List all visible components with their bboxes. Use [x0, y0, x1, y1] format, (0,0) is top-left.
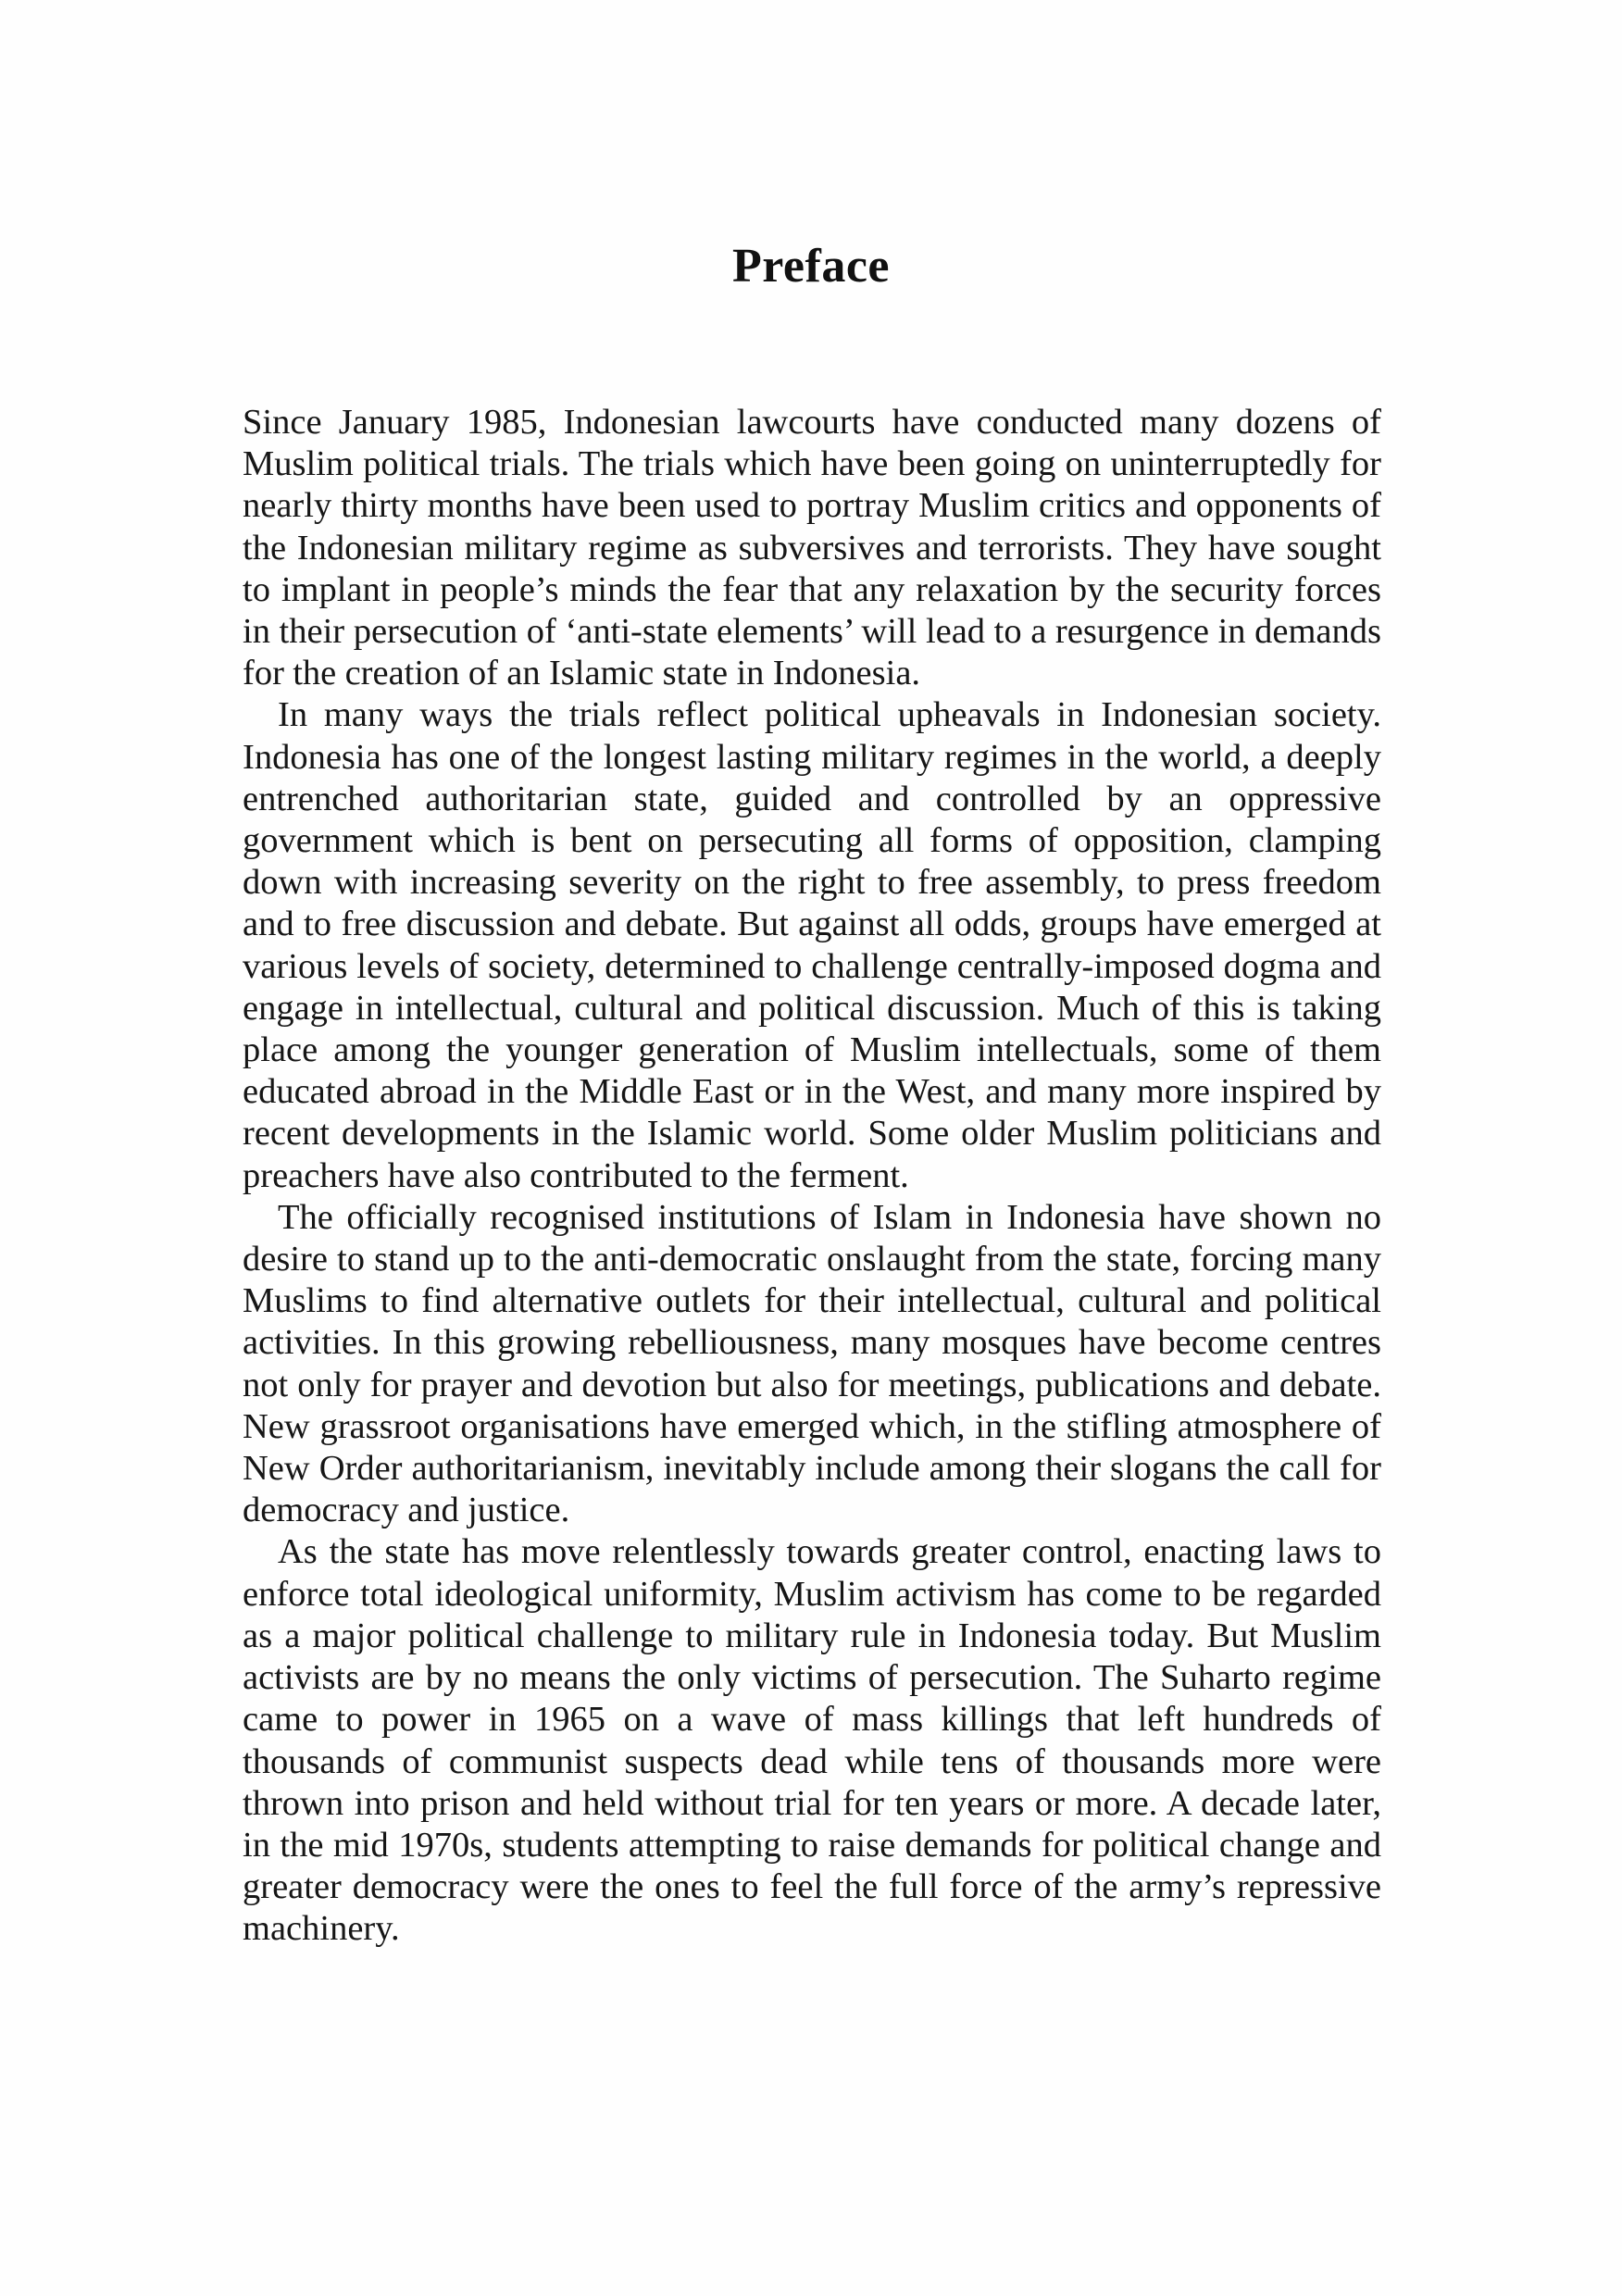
- paragraph-3: The officially recognised institutions of Islam in Indonesia have shown no desire to stand up to the anti-democratic onslaught from the state, forcing many Muslims to find alternative outlets for their intellectual, cultural and political activities. In this growing rebelliousness, many mosques have become centres not only for prayer and devotion but also for meetings, publications and debate. New grassroot organisations have emerged which, in the stifling atmosphere of New Order authoritarianism, inevitably include among their slogans the call for democracy and justice.: [243, 1197, 1381, 1530]
- preface-body: [243, 402, 1381, 1951]
- paragraph-1: Since January 1985, Indonesian lawcourts have conducted many dozens of Muslim political trials. The trials which have been going on uninterruptedly for nearly thirty months have been used to portray Muslim critics and opponents of the Indonesian military regime as subversives and terrorists. They have sought to implant in people’s minds the fear that any relaxation by the security forces in their persecution of ‘anti-state elements’ will lead to a resurgence in demands for the creation of an Islamic state in Indonesia.: [243, 403, 1381, 693]
- page-title: Preface: [732, 240, 890, 293]
- paragraph-4: As the state has move relentlessly towards greater control, enacting laws to enforce total ideological uniformity, Muslim activism has come to be regarded as a major political challenge to military rule in Indonesia today. But Muslim activists are by no means the only victims of persecution. The Suharto regime came to power in 1965 on a wave of mass killings that left hundreds of thousands of communist suspects dead while tens of thousands more were thrown into prison and held without trial for ten years or more. A decade later, in the mid 1970s, students attempting to raise demands for political change and greater democracy were the ones to feel the full force of the army’s repressive machinery.: [243, 1532, 1381, 1949]
- paragraph-2: In many ways the trials reflect political upheavals in Indonesian society. Indonesia has one of the longest lasting military regimes in the world, a deeply entrenched authoritarian state, guided and controlled by an oppressive government which is bent on persecuting all forms of opposition, clamping down with increasing severity on the right to free assembly, to press freedom and to free discussion and debate. But against all odds, groups have emerged at various levels of society, determined to challenge centrally-imposed dogma and engage in intellectual, cultural and political discussion. Much of this is taking place among the younger generation of Muslim intellectuals, some of them educated abroad in the Middle East or in the West, and many more inspired by recent developments in the Islamic world. Some older Muslim politicians and preachers have also contributed to the ferment.: [243, 695, 1381, 1195]
